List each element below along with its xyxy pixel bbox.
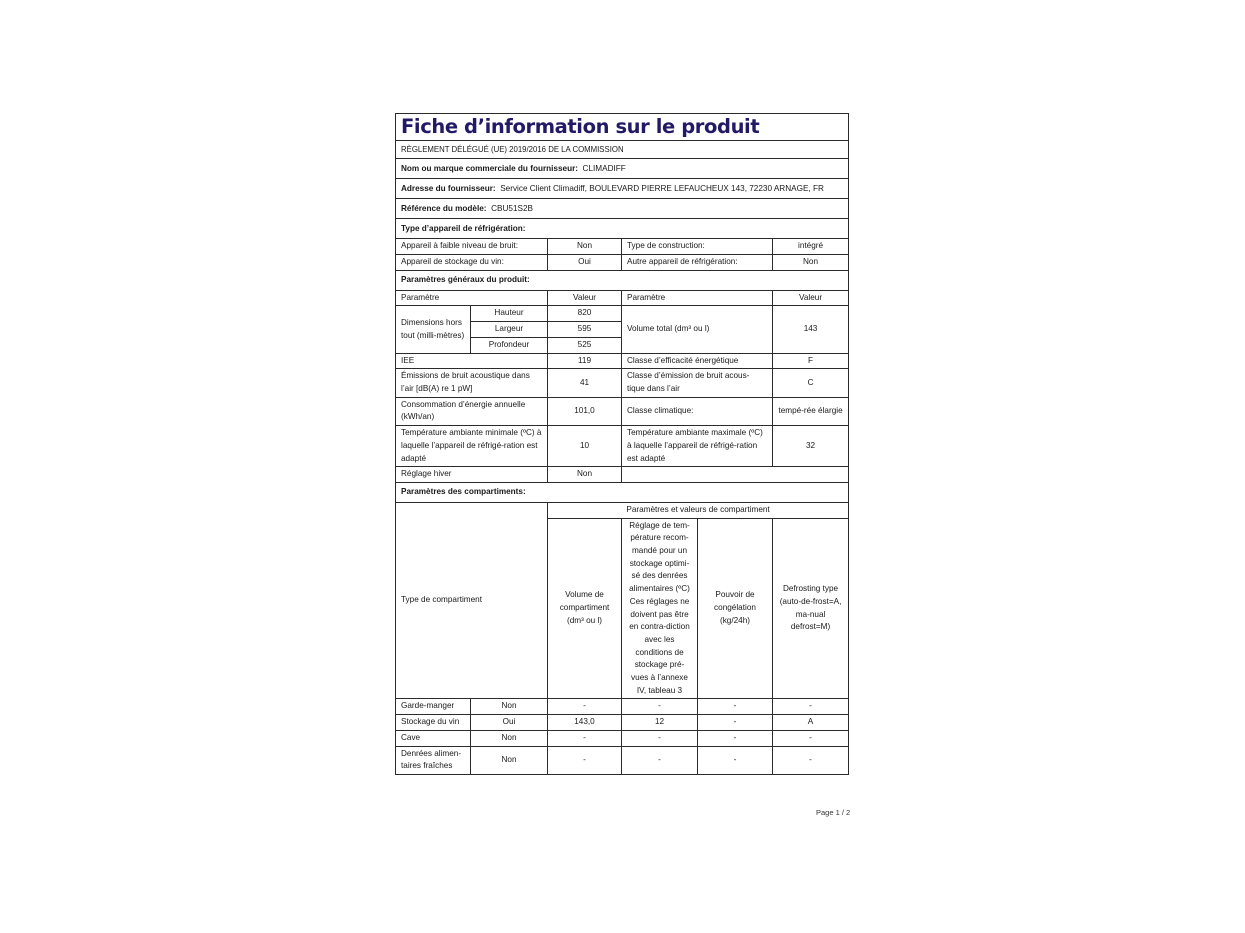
width-value: 595 bbox=[548, 322, 622, 338]
compartment-row bbox=[396, 730, 849, 746]
low-noise-value: Non bbox=[548, 239, 622, 255]
compartment-volume-header: Volume de compartiment (dm³ ou l) bbox=[548, 518, 622, 699]
winter-setting-empty bbox=[622, 467, 849, 483]
other-appliance-value: Non bbox=[773, 255, 849, 271]
low-noise-label: Appareil à faible niveau de bruit: bbox=[396, 239, 548, 255]
climate-class-value: tempé-rée élargie bbox=[773, 397, 849, 425]
compartment-row bbox=[396, 699, 849, 715]
value-header-right: Valeur bbox=[773, 290, 849, 306]
noise-class-value: C bbox=[773, 369, 849, 397]
winter-setting-value: Non bbox=[548, 467, 622, 483]
compartment-defrost: A bbox=[773, 715, 849, 731]
min-ambient-temp-value: 10 bbox=[548, 426, 622, 467]
supplier-address-value: Service Client Climadiff, BOULEVARD PIERRE LEFAUCHEUX 143, 72230 ARNAGE, FR bbox=[500, 183, 824, 193]
compartment-row bbox=[396, 746, 849, 774]
noise-emission-label: Émissions de bruit acoustique dans l’air [dB(A) re 1 pW] bbox=[396, 369, 548, 397]
compartment-volume: - bbox=[548, 746, 622, 774]
depth-value: 525 bbox=[548, 337, 622, 353]
regulation-text: RÈGLEMENT DÉLÉGUÉ (UE) 2019/2016 DE LA COMMISSION bbox=[396, 141, 849, 159]
width-label: Largeur bbox=[471, 322, 548, 338]
iee-label: IEE bbox=[396, 353, 548, 369]
compartment-values-header: Paramètres et valeurs de compartiment bbox=[548, 502, 849, 518]
page-number: Page 1 / 2 bbox=[816, 808, 851, 817]
compartment-present: Non bbox=[471, 746, 548, 774]
wine-storage-label: Appareil de stockage du vin: bbox=[396, 255, 548, 271]
compartment-freeze: - bbox=[698, 730, 773, 746]
compartment-defrost: - bbox=[773, 730, 849, 746]
supplier-name-label: Nom ou marque commerciale du fournisseur: bbox=[401, 163, 578, 173]
compartment-defrost: - bbox=[773, 746, 849, 774]
freezing-capacity-header: Pouvoir de congélation (kg/24h) bbox=[698, 518, 773, 699]
supplier-address-label: Adresse du fournisseur: bbox=[401, 183, 496, 193]
compartment-temp: - bbox=[622, 699, 698, 715]
min-ambient-temp-label: Température ambiante minimale (ºC) à laquelle l’appareil de réfrigé-ration est adapté bbox=[396, 426, 548, 467]
height-label: Hauteur bbox=[471, 306, 548, 322]
energy-consumption-label: Consommation d’énergie annuelle (kWh/an) bbox=[396, 397, 548, 425]
defrosting-type-header: Defrosting type (auto-de-frost=A, ma-nual defrost=M) bbox=[773, 518, 849, 699]
compartment-defrost: - bbox=[773, 699, 849, 715]
compartment-temp: - bbox=[622, 730, 698, 746]
dimensions-label: Dimensions hors tout (milli-mètres) bbox=[396, 306, 471, 353]
product-information-sheet bbox=[395, 113, 848, 775]
product-sheet-table bbox=[395, 113, 849, 775]
compartment-freeze: - bbox=[698, 746, 773, 774]
value-header-left: Valeur bbox=[548, 290, 622, 306]
model-reference-row bbox=[396, 199, 849, 219]
compartment-name: Cave bbox=[396, 730, 471, 746]
supplier-address-row bbox=[396, 179, 849, 199]
title-cell bbox=[396, 114, 849, 141]
compartment-present: Oui bbox=[471, 715, 548, 731]
other-appliance-label: Autre appareil de réfrigération: bbox=[622, 255, 773, 271]
height-value: 820 bbox=[548, 306, 622, 322]
noise-class-label: Classe d’émission de bruit acous-tique dans l’air bbox=[622, 369, 773, 397]
iee-value: 119 bbox=[548, 353, 622, 369]
model-reference-value: CBU51S2B bbox=[491, 203, 533, 213]
recommended-temp-header: Réglage de tem-pérature recom-mandé pour un stockage optimi-sé des denrées alimentaires (ºC) Ces réglages ne doivent pas être en contra-diction avec les conditions de stockage pré-vues à l’annexe IV, tableau 3 bbox=[622, 518, 698, 699]
total-volume-value: 143 bbox=[773, 306, 849, 353]
parameter-header-left: Paramètre bbox=[396, 290, 548, 306]
energy-class-value: F bbox=[773, 353, 849, 369]
compartment-row bbox=[396, 715, 849, 731]
construction-type-label: Type de construction: bbox=[622, 239, 773, 255]
compartment-name: Stockage du vin bbox=[396, 715, 471, 731]
depth-label: Profondeur bbox=[471, 337, 548, 353]
compartment-parameters-heading: Paramètres des compartiments: bbox=[396, 482, 849, 502]
compartment-name: Denrées alimen-taires fraîches bbox=[396, 746, 471, 774]
compartment-present: Non bbox=[471, 730, 548, 746]
wine-storage-value: Oui bbox=[548, 255, 622, 271]
compartment-type-header: Type de compartiment bbox=[396, 502, 548, 699]
appliance-type-heading: Type d’appareil de réfrigération: bbox=[396, 219, 849, 239]
max-ambient-temp-value: 32 bbox=[773, 426, 849, 467]
climate-class-label: Classe climatique: bbox=[622, 397, 773, 425]
compartment-present: Non bbox=[471, 699, 548, 715]
compartment-temp: - bbox=[622, 746, 698, 774]
compartment-volume: - bbox=[548, 730, 622, 746]
compartment-volume: - bbox=[548, 699, 622, 715]
compartment-name: Garde-manger bbox=[396, 699, 471, 715]
energy-consumption-value: 101,0 bbox=[548, 397, 622, 425]
winter-setting-label: Réglage hiver bbox=[396, 467, 548, 483]
supplier-name-value: CLIMADIFF bbox=[582, 163, 626, 173]
max-ambient-temp-label: Température ambiante maximale (ºC) à laquelle l’appareil de réfrigé-ration est adapté bbox=[622, 426, 773, 467]
construction-type-value: intégré bbox=[773, 239, 849, 255]
compartment-freeze: - bbox=[698, 715, 773, 731]
model-reference-label: Référence du modèle: bbox=[401, 203, 487, 213]
supplier-name-row bbox=[396, 159, 849, 179]
compartment-temp: 12 bbox=[622, 715, 698, 731]
parameter-header-right: Paramètre bbox=[622, 290, 773, 306]
compartment-volume: 143,0 bbox=[548, 715, 622, 731]
compartment-freeze: - bbox=[698, 699, 773, 715]
energy-class-label: Classe d’efficacité énergétique bbox=[622, 353, 773, 369]
page-title: Fiche d’information sur le produit bbox=[401, 115, 760, 138]
general-parameters-heading: Paramètres généraux du produit: bbox=[396, 270, 849, 290]
noise-emission-value: 41 bbox=[548, 369, 622, 397]
total-volume-label: Volume total (dm³ ou l) bbox=[622, 306, 773, 353]
